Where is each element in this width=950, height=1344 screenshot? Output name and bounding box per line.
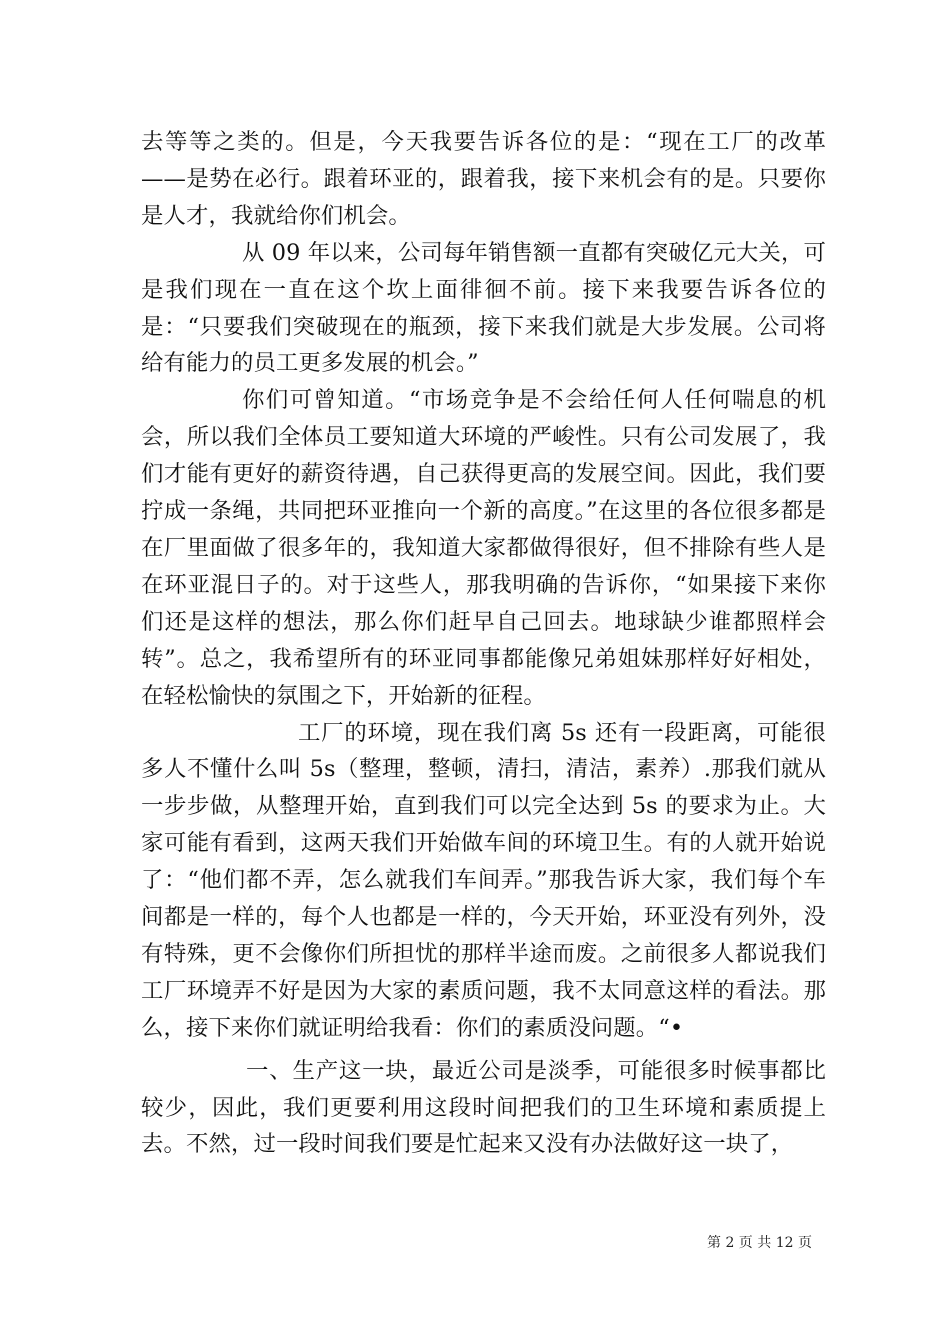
paragraph-1: 去等等之类的。但是，今天我要告诉各位的是：“现在工厂的改革——是势在必行。跟着环亚的，跟着我，接下来机会有的是。只要你是人才，我就给你们机会。: [141, 129, 826, 229]
paragraph-2: 从 09 年以来，公司每年销售额一直都有突破亿元大关，可是我们现在一直在这个坎上面徘徊不前。接下来我要告诉各位的是：“只要我们突破现在的瓶颈，接下来我们就是大步发展。公司将给有能力的员工更多发展的机会。”: [141, 239, 826, 377]
paragraph-3: 你们可曾知道。“市场竞争是不会给任何人任何喘息的机会，所以我们全体员工要知道大环境的严峻性。只有公司发展了，我们才能有更好的薪资待遇，自己获得更高的发展空间。因此，我们要拧成一条绳，共同把环亚推向一个新的高度。”在这里的各位很多都是在厂里面做了很多年的，我知道大家都做得很好，但不排除有些人是在环亚混日子的。对于这些人，那我明确的告诉你，“如果接下来你们还是这样的想法，那么你们赶早自己回去。地球缺少谁都照样会转”。总之，我希望所有的环亚同事都能像兄弟姐妹那样好好相处，在轻松愉快的氛围之下，开始新的征程。: [141, 387, 826, 709]
paragraph-5: 一、生产这一块，最近公司是淡季，可能很多时候事都比较少，因此，我们更要利用这段时间把我们的卫生环境和素质提上去。不然，过一段时间我们要是忙起来又没有办法做好这一块了，: [141, 1057, 826, 1158]
paragraph-4: 工厂的环境，现在我们离 5s 还有一段距离，可能很多人不懂什么叫 5s（整理，整顿，清扫，清洁，素养）.那我们就从一步步做，从整理开始，直到我们可以完全达到 5s 的要求为止。大家可能有看到，这两天我们开始做车间的环境卫生。有的人就开始说了：“他们都不弄，怎么就我们车间弄。”那我告诉大家，我们每个车间都是一样的，每个人也都是一样的，今天开始，环亚没有列外，没有特殊，更不会像你们所担忧的那样半途而废。之前很多人都说我们工厂环境弄不好是因为大家的素质问题，我不太同意这样的看法。那么，接下来你们就证明给我看：你们的素质没问题。“•: [141, 719, 826, 1041]
page-number-label: 第 2 页 共 12 页: [707, 1235, 812, 1251]
document-body: [141, 124, 826, 1163]
